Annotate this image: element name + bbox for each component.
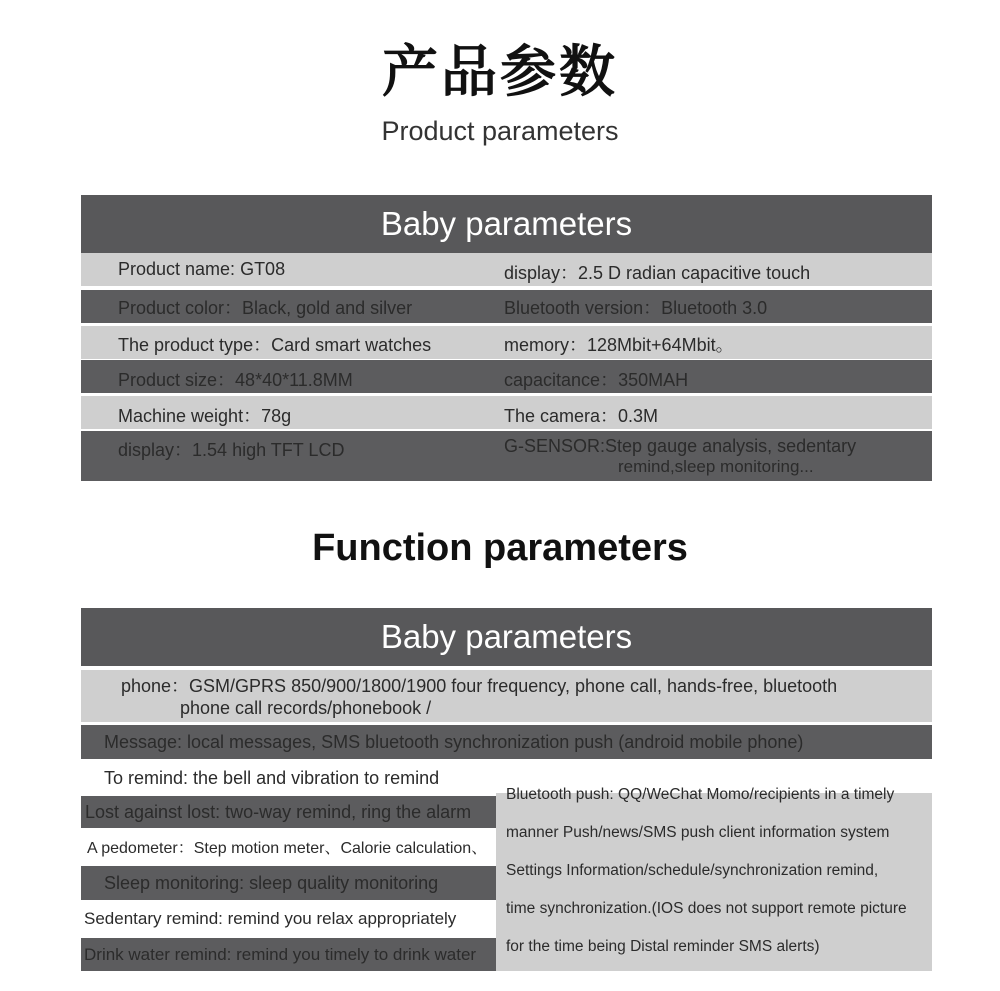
row-left-value: Product size：48*40*11.8MM <box>118 370 353 390</box>
row-left-value: Product name: GT08 <box>118 259 286 279</box>
function-item <box>81 866 496 900</box>
row-left-value: The product type：Card smart watches <box>118 335 432 355</box>
function-table-heading: Baby parameters <box>81 608 932 666</box>
table-row <box>81 326 932 359</box>
bluetooth-push-line: Bluetooth push: QQ/WeChat Momo/recipients in a timely <box>506 786 895 803</box>
page-subtitle: Product parameters <box>381 116 619 146</box>
row-left-value: Product color：Black, gold and silver <box>118 298 413 318</box>
function-item <box>81 796 496 828</box>
table-row <box>81 253 932 286</box>
function-item-text: Drink water remind: remind you timely to drink water <box>84 945 477 964</box>
bluetooth-push-panel <box>496 786 932 971</box>
function-item-text: Sedentary remind: remind you relax appropriately <box>84 909 457 928</box>
row-right-value: display：2.5 D radian capacitive touch <box>504 263 811 283</box>
row-right-value: G-SENSOR:Step gauge analysis, sedentary <box>504 436 857 456</box>
table-row <box>81 360 932 393</box>
message-row <box>81 725 932 759</box>
function-item <box>81 763 496 793</box>
bluetooth-push-line: Settings Information/schedule/synchronization remind, <box>506 862 879 879</box>
row-right-value: The camera：0.3M <box>504 406 659 426</box>
phone-line-1: phone：GSM/GPRS 850/900/1800/1900 four frequency, phone call, hands-free, bluetooth <box>121 676 838 696</box>
bluetooth-push-line: time synchronization.(IOS does not support remote picture <box>506 900 907 917</box>
message-text: Message: local messages, SMS bluetooth synchronization push (android mobile phone) <box>104 732 804 752</box>
table-row <box>81 396 932 429</box>
product-table-heading: Baby parameters <box>81 195 932 253</box>
function-parameters-table <box>81 608 932 971</box>
function-item-text: To remind: the bell and vibration to remind <box>104 768 440 788</box>
row-right-value-continued: remind,sleep monitoring... <box>618 457 814 476</box>
function-item-text: Sleep monitoring: sleep quality monitoring <box>104 873 439 893</box>
row-left-value: display：1.54 high TFT LCD <box>118 440 345 460</box>
function-item <box>81 903 496 935</box>
function-parameters-title: Function parameters <box>312 527 688 569</box>
table-row <box>81 431 932 481</box>
function-item-text: A pedometer：Step motion meter、Calorie calculation、 <box>87 840 488 857</box>
table-row <box>81 290 932 323</box>
row-right-value: Bluetooth version：Bluetooth 3.0 <box>504 298 768 318</box>
row-left-value: Machine weight：78g <box>118 406 292 426</box>
bluetooth-push-line: manner Push/news/SMS push client information system <box>506 824 890 841</box>
row-right-value: capacitance：350MAH <box>504 370 689 390</box>
phone-line-2: phone call records/phonebook / <box>180 698 432 718</box>
function-item-text: Lost against lost: two-way remind, ring the alarm <box>85 802 472 822</box>
row-right-value: memory：128Mbit+64Mbit。 <box>504 335 734 355</box>
page-title-chinese: 产品参数 <box>382 40 618 105</box>
function-item <box>81 938 496 971</box>
bluetooth-push-line: for the time being Distal reminder SMS alerts) <box>506 938 820 955</box>
function-item <box>81 832 496 864</box>
phone-row <box>81 670 932 722</box>
product-parameters-table <box>81 195 932 481</box>
